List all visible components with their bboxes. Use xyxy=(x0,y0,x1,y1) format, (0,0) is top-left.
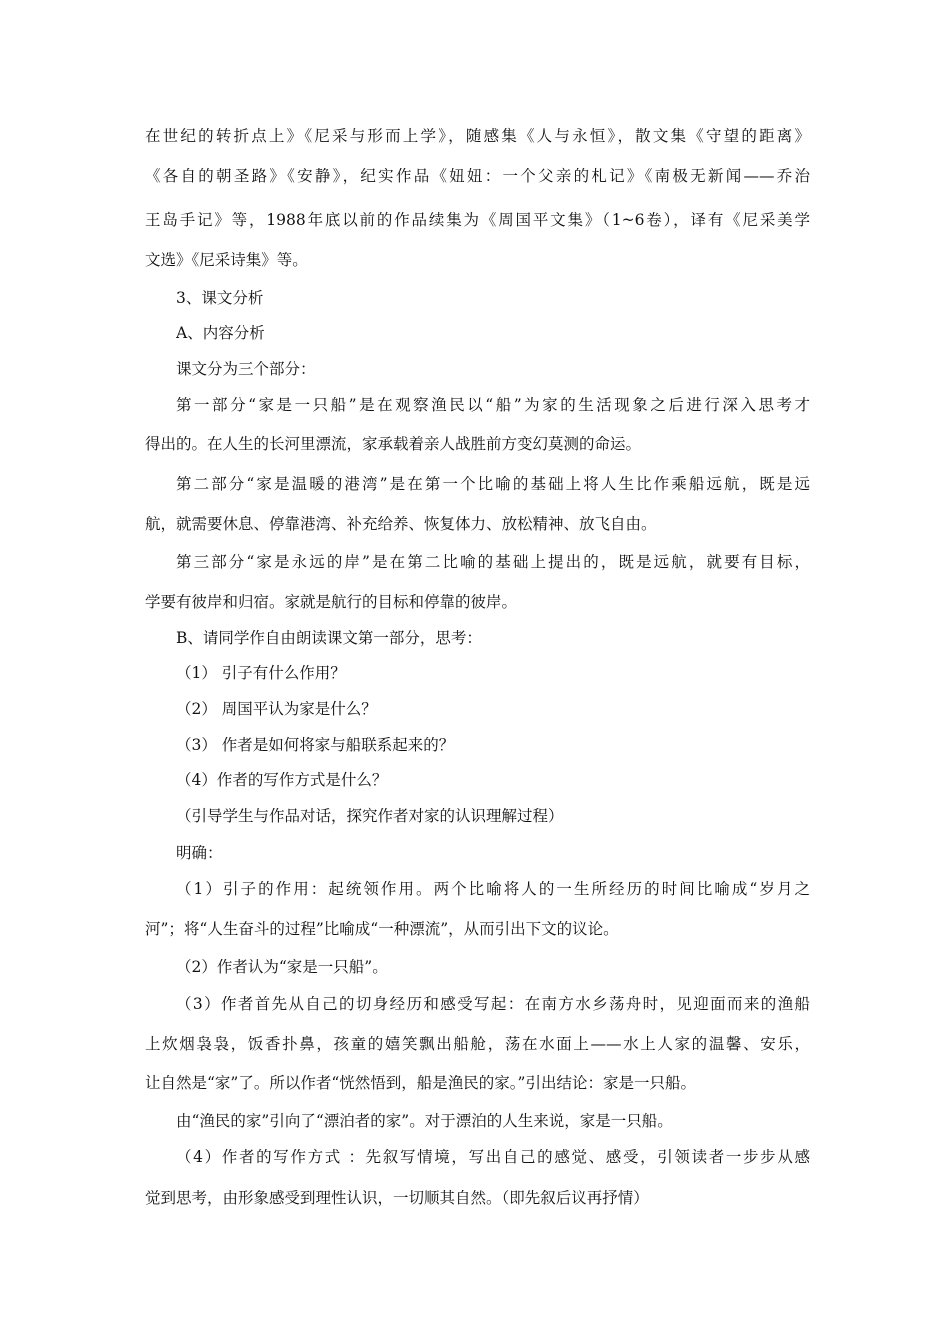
text-line: 上炊烟袅袅，饭香扑鼻，孩童的嬉笑飘出船舱，荡在水面上——水上人家的温馨、安乐， xyxy=(145,1035,810,1053)
text-line: （2）作者认为“家是一只船”。 xyxy=(176,958,388,976)
list-item: （1） 引子有什么作用？ xyxy=(176,664,346,682)
text-line: 《各自的朝圣路》《安静》，纪实作品《妞妞：一个父亲的札记》《南极无新闻——乔治 xyxy=(145,167,810,185)
text-line: 课文分为三个部分： xyxy=(176,360,316,378)
list-item: （2） 周国平认为家是什么？ xyxy=(176,700,377,718)
text-line: 王岛手记》等，1988年底以前的作品续集为《周国平文集》（1~6卷），译有《尼采美学 xyxy=(145,211,810,229)
text-line: 觉到思考，由形象感受到理性认识，一切顺其自然。（即先叙后议再抒情） xyxy=(145,1189,649,1207)
section-heading: 3、课文分析 xyxy=(176,289,264,307)
text-line: 得出的。在人生的长河里漂流，家承载着亲人战胜前方变幻莫测的命运。 xyxy=(145,435,642,453)
text-line: 第二部分“家是温暖的港湾”是在第一个比喻的基础上将人生比作乘船远航，既是远 xyxy=(176,475,810,493)
text-line: （4）作者的写作方式 ：先叙写情境，写出自己的感觉、感受，引领读者一步步从感 xyxy=(176,1148,810,1166)
text-line: （3）作者首先从自己的切身经历和感受写起：在南方水乡荡舟时，见迎面而来的渔船 xyxy=(176,995,810,1013)
text-line: 第一部分“家是一只船”是在观察渔民以“船”为家的生活现象之后进行深入思考才 xyxy=(176,396,810,414)
list-item: （4）作者的写作方式是什么？ xyxy=(176,771,388,789)
text-line: 明确： xyxy=(176,844,223,862)
text-line: （1）引子的作用：起统领作用。两个比喻将人的一生所经历的时间比喻成“岁月之 xyxy=(176,880,810,898)
text-line: 由“渔民的家”引向了“漂泊者的家”。对于漂泊的人生来说，家是一只船。 xyxy=(176,1112,673,1130)
text-line: 文选》《尼采诗集》等。 xyxy=(145,251,308,269)
text-line: 河”；将“人生奋斗的过程”比喻成“一种漂流”，从而引出下文的议论。 xyxy=(145,920,619,938)
text-line: 第三部分“家是永远的岸”是在第二比喻的基础上提出的，既是远航，就要有目标， xyxy=(176,553,810,571)
text-line: 在世纪的转折点上》《尼采与形而上学》，随感集《人与永恒》，散文集《守望的距离》 xyxy=(145,127,810,145)
text-line: 航，就需要休息、停靠港湾、补充给养、恢复体力、放松精神、放飞自由。 xyxy=(145,515,657,533)
text-line: （引导学生与作品对话，探究作者对家的认识理解过程） xyxy=(176,807,564,825)
text-line: 让自然是“家”了。所以作者“恍然悟到，船是渔民的家。”引出结论：家是一只船。 xyxy=(145,1074,696,1092)
list-item: （3） 作者是如何将家与船联系起来的？ xyxy=(176,736,455,754)
subsection-heading: B、请同学作自由朗读课文第一部分，思考： xyxy=(176,629,482,647)
subsection-heading: A、内容分析 xyxy=(176,324,265,342)
text-line: 学要有彼岸和归宿。家就是航行的目标和停靠的彼岸。 xyxy=(145,593,518,611)
